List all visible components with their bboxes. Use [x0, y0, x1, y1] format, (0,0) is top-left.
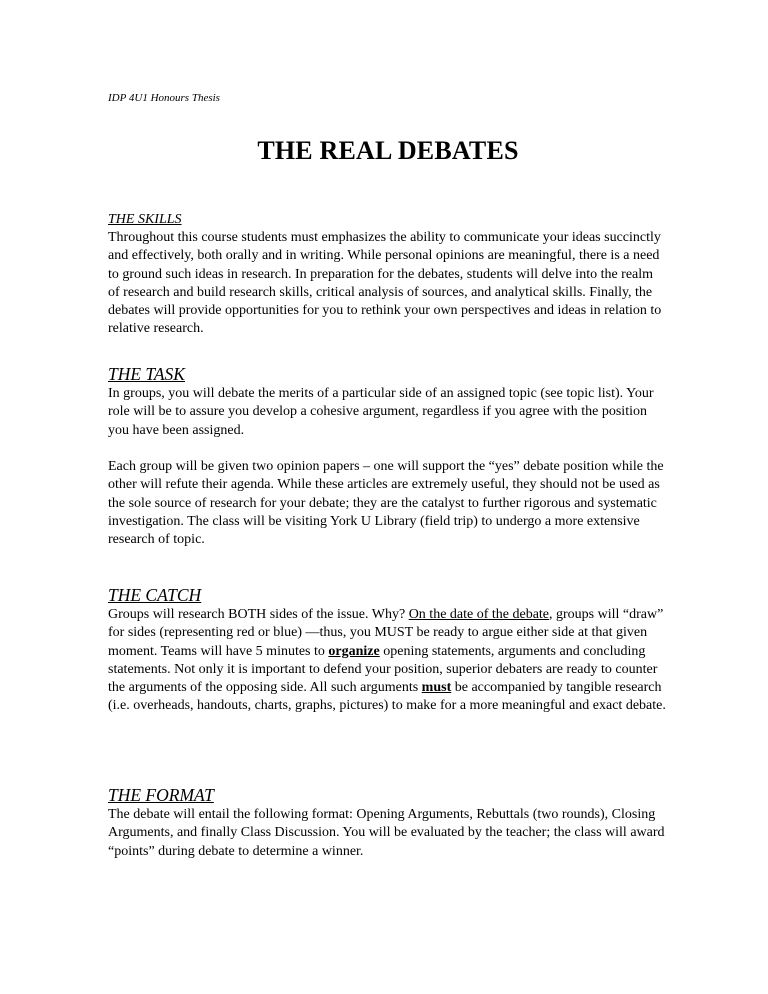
- catch-debate-date: On the date of the debate: [408, 607, 550, 622]
- skills-body: Throughout this course students must emphasizes the ability to communicate your ideas succinctly and effectively, both orally and in writing. While personal opinions are meaningful, there is a need to ground such ideas in research. In preparation for the debates, students will delve into the realm of research and build research skills, critical analysis of sources, and analytical skills. Finally, the debates will provide opportunities for you to rethink your own perspectives and ideas in relation to relative research.: [108, 230, 662, 337]
- catch-body: [108, 606, 668, 716]
- catch-text-5: opening statements, arguments and concluding statements. Not only it is important to defend your position, superior debaters are ready to counter the arguments of the opposing side. All such arguments: [108, 643, 658, 696]
- task-paragraph-1: In groups, you will debate the merits of a particular side of an assigned topic (see topic list). Your role will be to assure you develop a cohesive argument, regardless if you agree with the position you have been assigned.: [108, 386, 654, 438]
- section-skills: [108, 211, 668, 339]
- catch-text-1: Groups will research BOTH sides of the issue. Why?: [108, 607, 409, 622]
- section-catch: [108, 585, 668, 716]
- format-body: The debate will entail the following format: Opening Arguments, Rebuttals (two rounds), Closing Arguments, and finally Class Discussion. You will be evaluated by the teacher; the class will award “points” during debate to determine a winner.: [108, 807, 665, 859]
- catch-organize-emphasis: organize: [328, 643, 380, 659]
- section-format: [108, 785, 668, 861]
- catch-must-emphasis: must: [421, 680, 452, 696]
- catch-heading: THE CATCH: [108, 585, 202, 605]
- skills-heading: THE SKILLS: [108, 212, 182, 227]
- document-title: THE REAL DEBATES: [257, 136, 519, 165]
- task-paragraph-2: Each group will be given two opinion papers – one will support the “yes” debate position while the other will refute their agenda. While these articles are extremely useful, they should not be used as the sole source of research for your debate; they are the catalyst to further rigorous and systematic investigation. The class will be visiting York U Library (field trip) to undergo a more extensive research of topic.: [108, 459, 664, 548]
- course-label: IDP 4U1 Honours Thesis: [108, 92, 220, 104]
- task-heading: THE TASK: [108, 364, 185, 384]
- format-heading: THE FORMAT: [108, 785, 214, 805]
- catch-text-3: , groups will “draw” for sides (representing red or blue) —thus, you MUST be ready to argue either side at that given moment. Teams will have 5 minutes to: [108, 607, 664, 659]
- section-task: [108, 364, 668, 550]
- catch-text-7: be accompanied by tangible research (i.e. overheads, handouts, charts, graphs, pictures) to make for a more meaningful and exact debate.: [108, 680, 666, 714]
